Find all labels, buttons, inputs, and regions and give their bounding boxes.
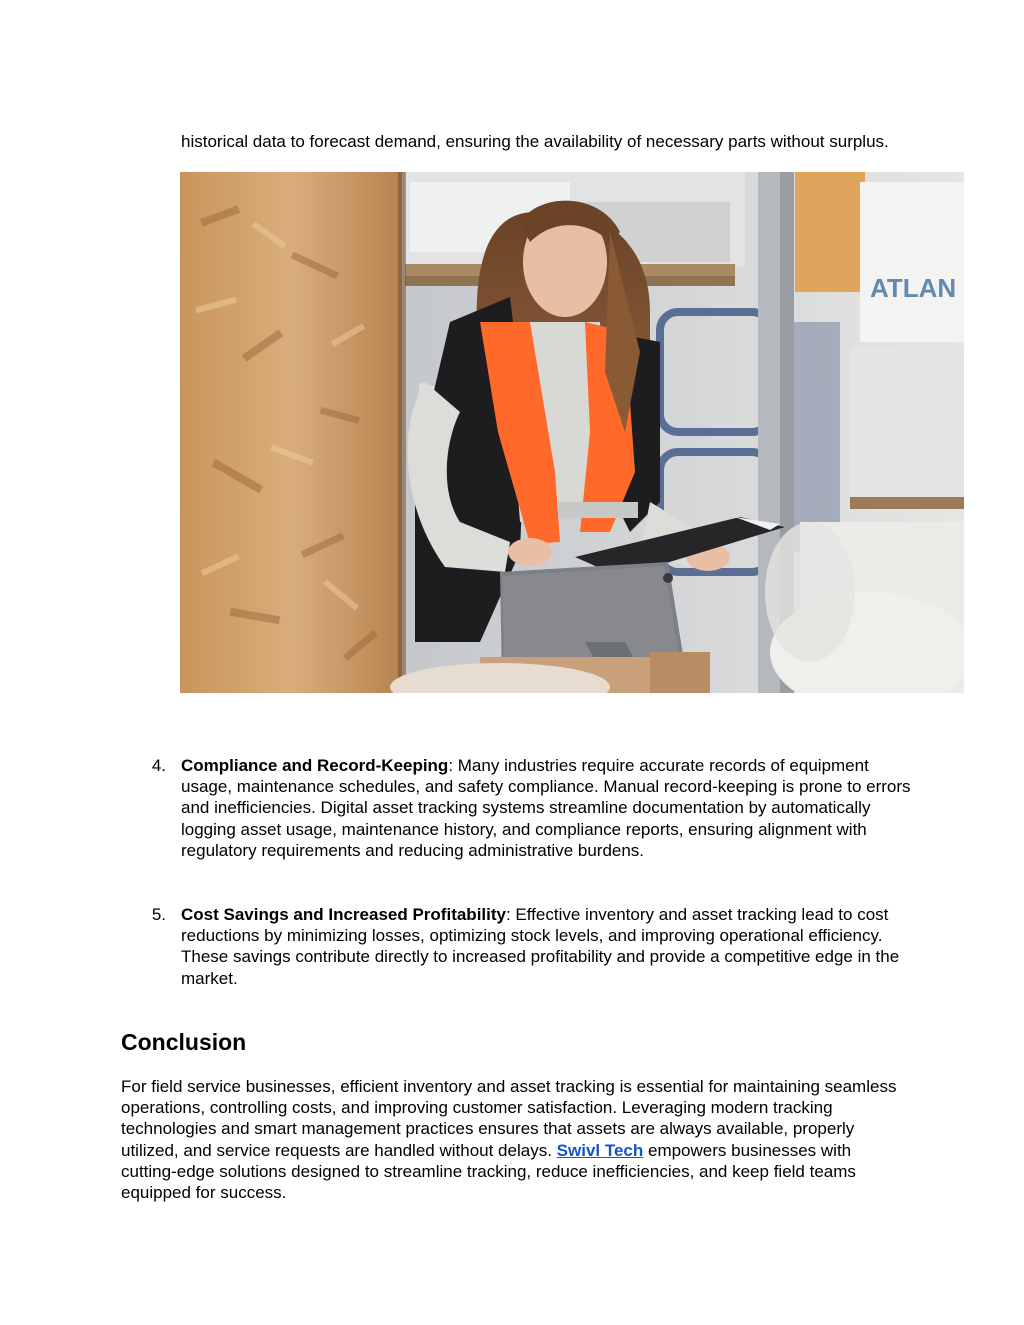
conclusion-heading: Conclusion <box>121 1029 247 1055</box>
warehouse-worker-photo <box>180 172 964 693</box>
svg-text:ATLAN: ATLAN <box>870 273 957 303</box>
list-item-compliance <box>181 755 911 861</box>
conclusion-text-after-link: empowers businesses with cutting-edge solutions designed to streamline tracking, reduce inefficiencies, and keep field teams equipped for success. <box>121 1140 856 1203</box>
list-item-number: 5. <box>151 905 166 924</box>
list-item-title: Cost Savings and Increased Profitability <box>181 905 506 924</box>
list-item-number: 4. <box>151 756 166 775</box>
list-item-body: : Many industries require accurate records of equipment usage, maintenance schedules, and safety compliance. Manual record-keeping is prone to errors and inefficiencies. Digital asset tracking systems streamline documentation by automatically logging asset usage, maintenance history, and compliance reports, ensuring alignment with regulatory requirements and reducing administrative burdens. <box>181 756 911 860</box>
list-item-body: : Effective inventory and asset tracking lead to cost reductions by minimizing losses, optimizing stock levels, and improving operational efficiency. These savings contribute directly to increased profitability and provide a competitive edge in the market. <box>181 905 900 988</box>
conclusion-paragraph <box>121 1076 911 1203</box>
list-item-title: Compliance and Record-Keeping <box>181 756 449 775</box>
continuation-paragraph: historical data to forecast demand, ensuring the availability of necessary parts without surplus. <box>181 132 889 151</box>
conclusion-text-before-link: For field service businesses, efficient inventory and asset tracking is essential for maintaining seamless operations, controlling costs, and improving customer satisfaction. Leveraging modern tracking technologies and smart management practices ensures that assets are always available, properly utilized, and service requests are handled without delays. <box>121 1077 897 1160</box>
swivl-tech-link[interactable]: Swivl Tech <box>556 1140 644 1160</box>
list-item-cost-savings <box>181 904 911 989</box>
